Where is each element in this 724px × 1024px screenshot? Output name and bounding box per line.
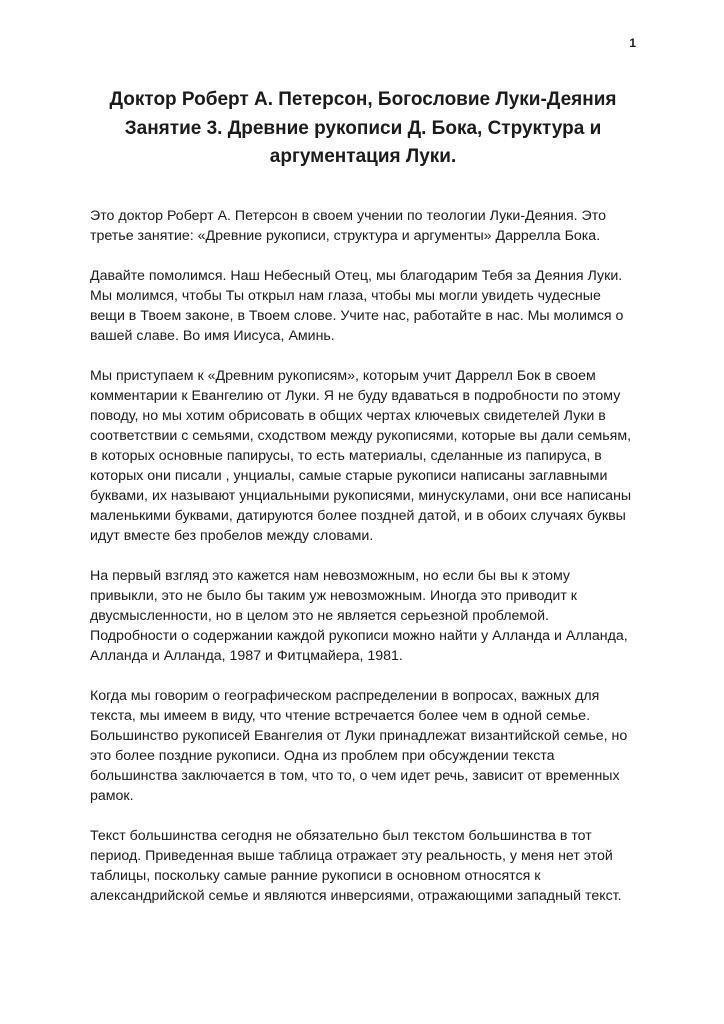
- paragraph-majority-text: Текст большинства сегодня не обязательно был текстом большинства в тот период. Приведенная выше таблица отражает эту реальность, у меня нет этой таблицы, поскольку самые ранние рукописи в основном относятся к александрийской семье и являются инверсиями, отражающими западный текст.: [90, 827, 622, 904]
- paragraph-distribution: Когда мы говорим о географическом распределении в вопросах, важных для текста, мы имеем в виду, что чтение встречается более чем в одной семье. Большинство рукописей Евангелия от Луки принадлежат византийской семье, но это более поздние рукописи. Одна из проблем при обсуждении текста большинства заключается в том, что то, о чем идет речь, зависит от временных рамок.: [90, 687, 628, 804]
- paragraph-prayer: Давайте помолимся. Наш Небесный Отец, мы благодарим Тебя за Деяния Луки. Мы молимся, чтобы Ты открыл нам глаза, чтобы мы могли увидеть чудесные вещи в Твоем законе, в Твоем слове. Учите нас, работайте в нас. Мы молимся о вашей славе. Во имя Иисуса, Аминь.: [90, 267, 624, 344]
- title-line-1: Доктор Роберт А. Петерсон, Богословие Луки-Деяния: [109, 89, 617, 110]
- paragraph-intro: Это доктор Роберт А. Петерсон в своем учении по теологии Луки-Деяния. Это третье занятие: «Древние рукописи, структура и аргументы» Даррелла Бока.: [90, 207, 606, 244]
- document-body: [90, 206, 636, 906]
- paragraph-ambiguity: На первый взгляд это кажется нам невозможным, но если бы вы к этому привыкли, это не было бы таким уж невозможным. Иногда это приводит к двусмысленности, но в целом это не является серьезной проблемой. Подробности о содержании каждой рукописи можно найти у Алланда и Алланда, Алланда и Алланда, 1987 и Фитцмайера, 1981.: [90, 567, 628, 664]
- paragraph-manuscripts: Мы приступаем к «Древним рукописям», которым учит Даррелл Бок в своем комментарии к Евангелию от Луки. Я не буду вдаваться в подробности по этому поводу, но мы хотим обрисовать в общих чертах ключевых свидетелей Луки в соответствии с семьями, сходством между рукописями, которые вы дали семьям, в которых основные папирусы, то есть материалы, сделанные из папируса, в которых они писали , унциалы, самые старые рукописи написаны заглавными буквами, их называют унциальными рукописями, минускулами, они все написаны маленькими буквами, датируются более поздней датой, и в обоих случаях буквы идут вместе без пробелов между словами.: [90, 367, 632, 544]
- page-number: 1: [629, 36, 636, 50]
- title-line-2: Занятие 3. Древние рукописи Д. Бока, Структура и аргументация Луки.: [124, 117, 602, 167]
- document-title: [90, 86, 636, 172]
